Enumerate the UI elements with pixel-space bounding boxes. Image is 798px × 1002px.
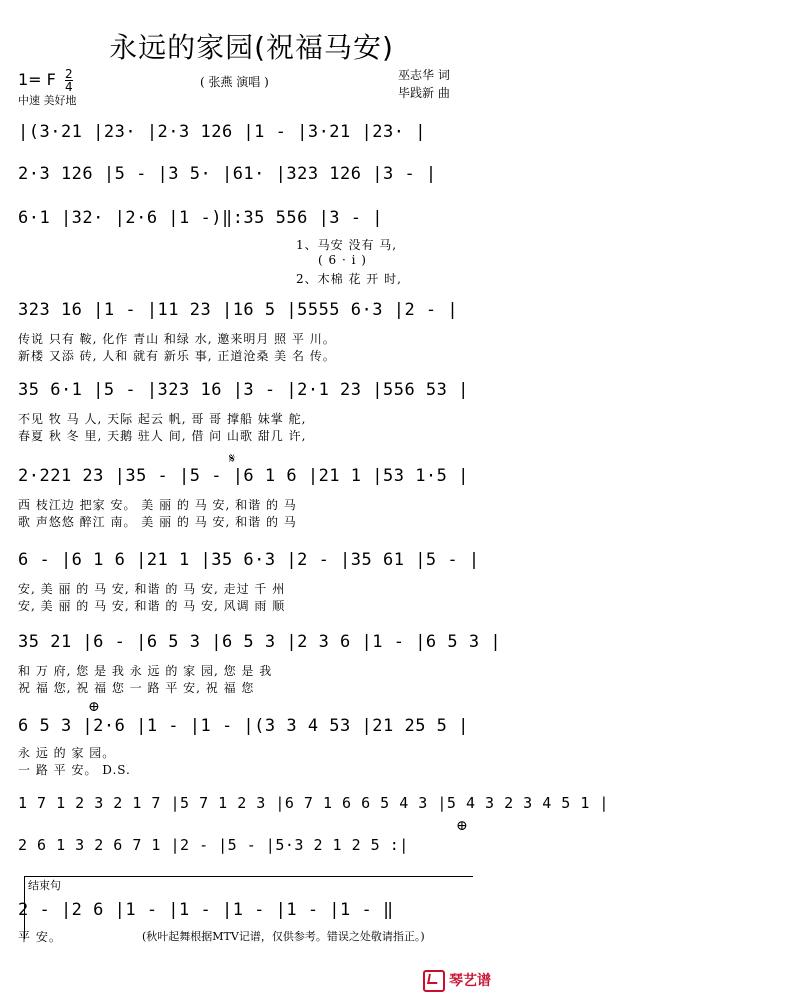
lyric-line-5b: 春夏 秋 冬 里, 天鹅 驻人 间, 借 问 山歌 甜几 许, bbox=[18, 429, 307, 443]
segno-icon: 𝄋 bbox=[229, 451, 236, 467]
lyric-line-8b: 祝 福 您, 祝 福 您 一 路 平 安, 祝 福 您 bbox=[18, 681, 255, 695]
score-line-3: 6·1 |32· |2·6 |1 -)‖:35 556 |3 - | bbox=[18, 208, 383, 228]
score-line-5: 35 6·1 |5 - |323 16 |3 - |2·1 23 |556 53 | bbox=[18, 380, 469, 400]
lyric-line-9a: 永 远 的 家 园。 bbox=[18, 746, 116, 760]
score-line-6: 2·221 23 |35 - |5 - |6 1 6 |21 1 |53 1·5 | bbox=[18, 466, 469, 486]
coda-icon-2: ⊕ bbox=[456, 818, 468, 834]
lyric-line-5a: 不见 牧 马 人, 天际 起云 帆, 哥 哥 撑船 妹掌 舵, bbox=[18, 412, 307, 426]
pickup-alt-notes: ( 6 · i ) bbox=[318, 253, 367, 267]
lyric-line-7a: 安, 美 丽 的 马 安, 和谐 的 马 安, 走过 千 州 bbox=[18, 582, 286, 596]
lyric-line-8a: 和 万 府, 您 是 我 永 远 的 家 园, 您 是 我 bbox=[18, 664, 273, 678]
lyric-line-6b: 歌 声悠悠 醉江 南。 美 丽 的 马 安, 和谐 的 马 bbox=[18, 515, 297, 529]
watermark-logo bbox=[423, 970, 491, 992]
coda-icon: ⊕ bbox=[88, 699, 100, 715]
score-line-10: 1 7 1 2 3 2 1 7 |5 7 1 2 3 |6 7 1 6 6 5 4 3 |5 4 3 2 3 4 5 1 | bbox=[18, 794, 609, 812]
verse1-intro-lyric: 1、马安 没有 马, bbox=[296, 238, 398, 252]
score-line-2: 2·3 126 |5 - |3 5· |61· |323 126 |3 - | bbox=[18, 164, 437, 184]
time-denominator: 4 bbox=[64, 80, 73, 94]
score-line-8: 35 21 |6 - |6 5 3 |6 5 3 |2 3 6 |1 - |6 5 3 | bbox=[18, 632, 502, 652]
singer-credit: ( 张燕 演唱 ) bbox=[200, 75, 269, 89]
ending-title: 结束句 bbox=[28, 879, 61, 892]
watermark-icon bbox=[423, 970, 445, 992]
tempo-marking: 中速 美好地 bbox=[18, 94, 77, 107]
score-line-11: 2 6 1 3 2 6 7 1 |2 - |5 - |5·3 2 1 2 5 :| bbox=[18, 836, 409, 854]
lyricist-credit: 巫志华 词 bbox=[398, 68, 450, 82]
lyric-line-9b: 一 路 平 安。 D.S. bbox=[18, 763, 131, 777]
score-line-7: 6 - |6 1 6 |21 1 |35 6·3 |2 - |35 61 |5 - | bbox=[18, 550, 480, 570]
score-line-4: 323 16 |1 - |11 23 |16 5 |5555 6·3 |2 - | bbox=[18, 300, 459, 320]
lyric-line-4b: 新楼 又添 砖, 人和 就有 新乐 事, 正道沧桑 美 名 传。 bbox=[18, 349, 336, 363]
song-title: 永远的家园(祝福马安) bbox=[109, 31, 394, 64]
time-signature bbox=[65, 68, 73, 93]
composer-credit: 毕践新 曲 bbox=[398, 86, 450, 100]
score-line-12: 2 - |2 6 |1 - |1 - |1 - |1 - |1 - ‖ bbox=[18, 900, 394, 920]
key-signature bbox=[18, 68, 73, 93]
score-line-1: |(3·21 |23· |2·3 126 |1 - |3·21 |23· | bbox=[18, 122, 426, 142]
score-line-9: 6 5 3 |2·6 |1 - |1 - |(3 3 4 53 |21 25 5 | bbox=[18, 716, 469, 736]
time-numerator: 2 bbox=[64, 67, 73, 81]
ending-lyric: 平 安。 bbox=[18, 930, 62, 944]
lyric-line-4a: 传说 只有 鞍, 化作 青山 和绿 水, 邀来明月 照 平 川。 bbox=[18, 332, 336, 346]
key-label: 1= F bbox=[18, 70, 56, 89]
transcription-note: (秋叶起舞根据MTV记谱，仅供参考。错误之处敬请指正。) bbox=[142, 930, 425, 943]
lyric-line-7b: 安, 美 丽 的 马 安, 和谐 的 马 安, 风调 雨 顺 bbox=[18, 599, 286, 613]
watermark-text: 琴艺谱 bbox=[449, 973, 491, 989]
lyric-line-6a: 西 枝江边 把家 安。 美 丽 的 马 安, 和谐 的 马 bbox=[18, 498, 297, 512]
verse2-intro-lyric: 2、木棉 花 开 时, bbox=[296, 272, 402, 286]
